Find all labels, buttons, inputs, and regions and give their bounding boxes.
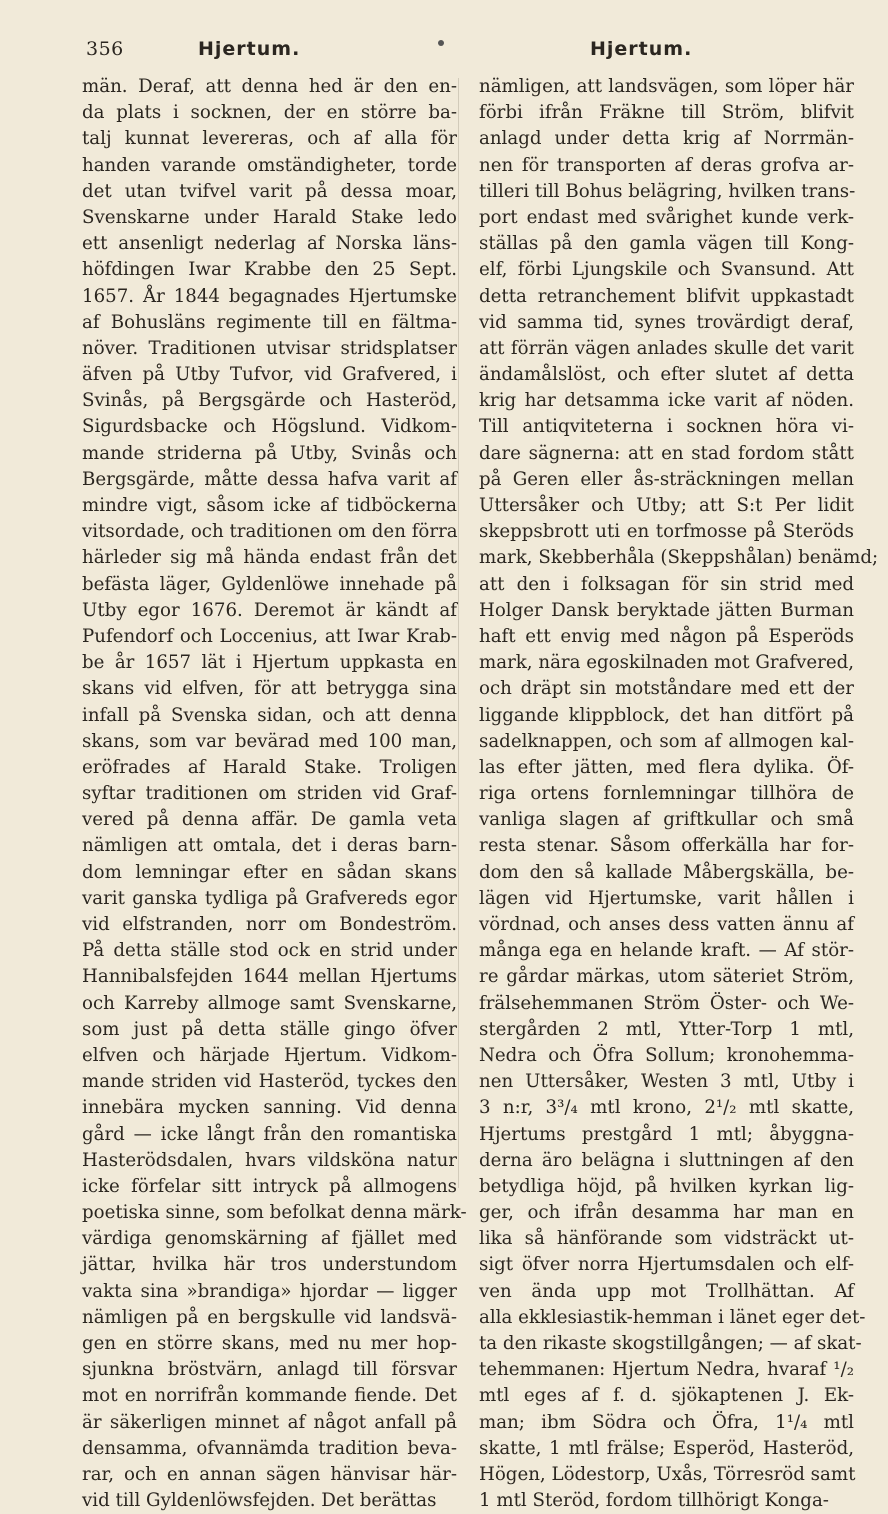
text-line: lika så hänförande som vidsträckt ut-: [479, 1228, 854, 1250]
text-line: mark, nära egoskilnaden mot Grafvered,: [479, 652, 855, 674]
page-number: 356: [86, 38, 124, 60]
text-line: skeppsbrott uti en torfmosse på Steröds: [479, 521, 854, 543]
text-line: värdiga genomskärning af fjället med: [82, 1228, 457, 1250]
text-line: dare sägnerna: att en stad fordom stått: [479, 442, 854, 464]
text-line: mtl eges af f. d. sjökaptenen J. Ek-: [479, 1385, 854, 1407]
text-line: är säkerligen minnet af något anfall på: [82, 1411, 457, 1433]
text-line: och dräpt sin motståndare med ett der: [479, 678, 854, 700]
text-line: Pufendorf och Loccenius, att Iwar Krab-: [82, 625, 457, 647]
text-line: nämligen att omtala, det i deras barn-: [82, 835, 457, 857]
text-line: nämligen på en bergskulle vid landsvä-: [82, 1306, 457, 1328]
text-line: resta stenar. Såsom offerkälla har for-: [479, 835, 854, 857]
text-line: 3 n:r, 3³/₄ mtl krono, 2¹/₂ mtl skatte,: [479, 1097, 854, 1119]
text-line: Hasterödsdalen, hvars vildsköna natur: [82, 1149, 457, 1171]
text-line: befästa läger, Gyldenlöwe innehade på: [82, 573, 457, 595]
text-line: varit ganska tydliga på Grafvereds egor: [82, 887, 457, 909]
text-line: äfven på Utby Tufvor, vid Grafvered, i: [82, 364, 457, 386]
text-line: härleder sig må hända endast från det: [82, 547, 457, 569]
text-line: tehemmanen: Hjertum Nedra, hvaraf ¹/₂: [479, 1359, 854, 1381]
text-line: las efter jätten, med flera dylika. Öf-: [479, 756, 854, 778]
text-line: dom den så kallade Måbergskälla, be-: [479, 861, 854, 883]
text-line: Svenskarne under Harald Stake ledo: [82, 206, 457, 228]
text-line: vid elfstranden, norr om Bondeström.: [82, 914, 457, 935]
text-line: frälsehemmanen Ström Öster- och We-: [479, 992, 854, 1014]
text-line: vördnad, och anses dess vatten ännu af: [479, 914, 854, 935]
left-text-column: [82, 74, 467, 1514]
text-line: vered på denna affär. De gamla veta: [82, 809, 457, 831]
text-line: Uttersåker och Utby; att S:t Per lidit: [479, 495, 854, 516]
column-divider: [458, 78, 459, 1188]
text-line: 1 mtl Steröd, fordom tillhörigt Konga-: [479, 1490, 829, 1512]
text-line: icke förfelar sitt intryck på allmogens: [82, 1175, 457, 1197]
text-line: haft ett envig med någon på Esperöds: [479, 625, 854, 647]
text-line: ett ansenligt nederlag af Norska läns-: [82, 233, 457, 255]
text-line: re gårdar märkas, utom säteriet Ström,: [479, 966, 854, 988]
text-line: höfdingen Iwar Krabbe den 25 Sept.: [82, 259, 457, 281]
text-line: Utby egor 1676. Deremot är kändt af: [82, 599, 457, 621]
left-running-head: Hjertum.: [198, 38, 301, 60]
text-line: betydliga höjd, på hvilken kyrkan lig-: [479, 1175, 854, 1197]
text-line: tilleri till Bohus belägring, hvilken trans-: [479, 180, 856, 202]
text-line: att förrän vägen anlades skulle det varit: [479, 337, 854, 359]
text-line: nen Uttersåker, Westen 3 mtl, Utby i: [479, 1071, 854, 1093]
text-line: stergården 2 mtl, Ytter-Torp 1 mtl,: [479, 1018, 854, 1040]
text-line: Högen, Lödestorp, Uxås, Törresröd samt: [479, 1463, 856, 1485]
text-line: vid till Gyldenlöwsfejden. Det berättas: [82, 1490, 437, 1512]
text-line: förbi ifrån Fräkne till Ström, blifvit: [479, 102, 854, 124]
text-line: ändamålslöst, och efter slutet af detta: [479, 364, 854, 386]
text-line: Holger Dansk beryktade jätten Burman: [479, 599, 854, 621]
text-line: vitsordade, och traditionen om den förra: [82, 521, 458, 543]
text-line: mark, Skebberhåla (Skeppshålan) benämd;: [479, 547, 879, 569]
text-line: be år 1657 lät i Hjertum uppkasta en: [82, 652, 457, 674]
text-line: sadelknappen, och som af allmogen kal-: [479, 730, 854, 752]
text-line: anlagd under detta krig af Norrmän-: [479, 128, 854, 150]
text-line: gen en större skans, med nu mer hop-: [82, 1333, 457, 1354]
text-line: detta retranchement blifvit uppkastadt: [479, 285, 854, 307]
text-line: ta den rikaste skogstillgången; — af skat-: [479, 1333, 862, 1354]
text-line: Till antiqviteterna i socknen höra vi-: [479, 416, 854, 438]
text-line: ger, och ifrån desamma har man en: [479, 1202, 854, 1224]
text-line: krig har detsamma icke varit af nöden.: [479, 390, 854, 412]
text-line: och Karreby allmoge samt Svenskarne,: [82, 992, 457, 1014]
text-line: dom lemningar efter en sådan skans: [82, 861, 457, 883]
text-line: På detta ställe stod ock en strid under: [82, 940, 457, 962]
text-line: eröfrades af Harald Stake. Troligen: [82, 756, 457, 778]
text-line: sigt öfver norra Hjertumsdalen och elf-: [479, 1254, 854, 1276]
text-line: män. Deraf, att denna hed är den en-: [82, 76, 457, 97]
text-line: Sigurdsbacke och Högslund. Vidkom-: [82, 416, 457, 438]
text-line: vanliga slagen af griftkullar och små: [479, 809, 854, 831]
text-line: talj kunnat levereras, och af alla för: [82, 128, 457, 150]
text-line: handen varande omständigheter, torde: [82, 154, 457, 176]
text-line: Hannibalsfejden 1644 mellan Hjertums: [82, 966, 457, 988]
page-header: [0, 38, 888, 64]
text-line: infall på Svenska sidan, och att denna: [82, 704, 457, 726]
text-line: det utan tvifvel varit på dessa moar,: [82, 180, 457, 202]
text-line: man; ibm Södra och Öfra, 1¹/₄ mtl: [479, 1411, 854, 1433]
text-line: många ega en helande kraft. — Af stör-: [479, 940, 854, 962]
text-line: densamma, ofvannämda tradition beva-: [82, 1437, 457, 1459]
text-line: elf, förbi Ljungskile och Svansund. Att: [479, 259, 854, 281]
text-line: 1657. År 1844 begagnades Hjertumske: [82, 285, 457, 307]
text-line: som just på detta ställe gingo öfver: [82, 1018, 457, 1040]
text-line: sjunkna bröstvärn, anlagd till försvar: [82, 1359, 457, 1381]
right-running-head: Hjertum.: [590, 38, 693, 60]
text-line: jättar, hvilka här tros understundom: [82, 1254, 457, 1276]
text-line: syftar traditionen om striden vid Graf-: [82, 783, 457, 805]
text-line: derna äro belägna i sluttningen af den: [479, 1149, 854, 1171]
text-line: att den i folksagan för sin strid med: [479, 573, 854, 595]
text-line: nämligen, att landsvägen, som löper här: [479, 76, 854, 97]
text-line: på Geren eller ås-sträckningen mellan: [479, 468, 854, 490]
text-line: ven ända upp mot Trollhättan. Af: [479, 1280, 854, 1302]
text-line: Bergsgärde, måtte dessa hafva varit af: [82, 468, 457, 490]
text-line: mande striderna på Utby, Svinås och: [82, 442, 457, 464]
text-line: mande striden vid Hasteröd, tyckes den: [82, 1071, 457, 1093]
text-line: elfven och härjade Hjertum. Vidkom-: [82, 1044, 457, 1066]
text-line: ställas på den gamla vägen till Kong-: [479, 233, 854, 255]
text-line: vakta sina »brandiga» hjordar — ligger: [82, 1280, 457, 1302]
text-line: af Bohusläns regimente till en fältma-: [82, 311, 457, 333]
text-line: skans vid elfven, för att betrygga sina: [82, 678, 457, 700]
text-line: lägen vid Hjertumske, varit hållen i: [479, 887, 854, 909]
text-line: vid samma tid, synes trovärdigt deraf,: [479, 311, 854, 333]
text-line: port endast med svårighet kunde verk-: [479, 206, 854, 228]
text-line: rar, och en annan sägen hänvisar här-: [82, 1463, 457, 1485]
right-text-column: [479, 74, 879, 1514]
text-line: skatte, 1 mtl frälse; Esperöd, Hasteröd,: [479, 1437, 854, 1459]
text-line: Svinås, på Bergsgärde och Hasteröd,: [82, 390, 457, 412]
text-line: riga ortens fornlemningar tillhöra de: [479, 783, 854, 805]
print-mark-dot: [438, 40, 444, 46]
text-line: liggande klippblock, det han ditfört på: [479, 704, 854, 726]
text-line: poetiska sinne, som befolkat denna märk-: [82, 1202, 467, 1224]
text-line: skans, som var bevärad med 100 man,: [82, 730, 457, 752]
text-line: mindre vigt, såsom icke af tidböckerna: [82, 495, 457, 516]
text-line: növer. Traditionen utvisar stridsplatser: [82, 337, 457, 359]
text-line: Nedra och Öfra Sollum; kronohemma-: [479, 1044, 854, 1066]
text-line: innebära mycken sanning. Vid denna: [82, 1097, 457, 1119]
text-line: mot en norrifrån kommande fiende. Det: [82, 1385, 457, 1407]
text-line: nen för transporten af deras grofva ar-: [479, 154, 854, 176]
text-line: alla ekklesiastik-hemman i länet eger det-: [479, 1306, 866, 1328]
text-line: gård — icke långt från den romantiska: [82, 1123, 457, 1145]
text-line: Hjertums prestgård 1 mtl; åbyggna-: [479, 1123, 854, 1145]
text-line: da plats i socknen, der en större ba-: [82, 102, 457, 124]
